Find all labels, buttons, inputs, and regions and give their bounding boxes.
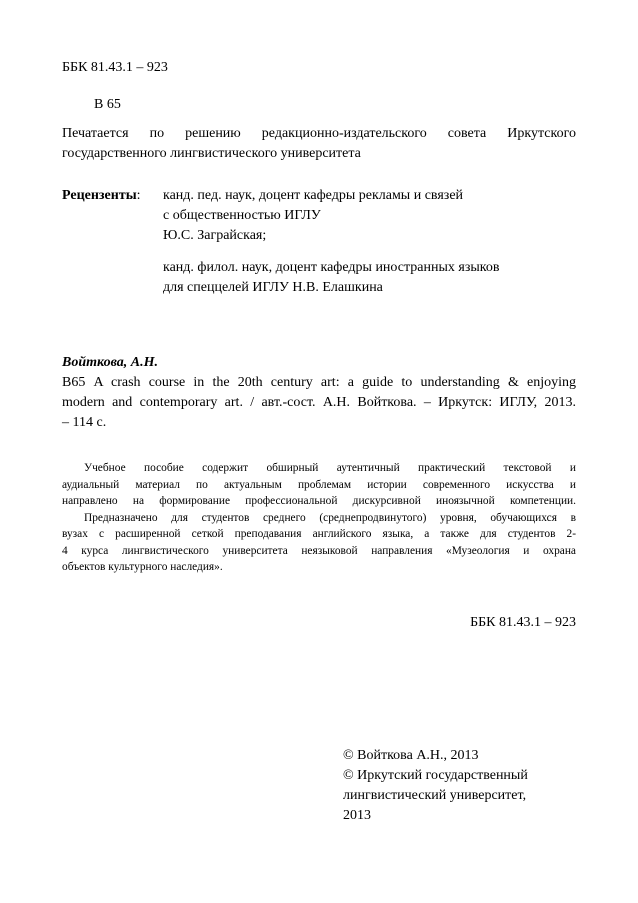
copyright-university: © Иркутский государственный bbox=[343, 768, 528, 783]
reviewer-1 bbox=[163, 186, 463, 246]
reviewer-line: Ю.С. Заграйская; bbox=[163, 228, 267, 243]
footer-bbk: ББК 81.43.1 – 923 bbox=[470, 615, 576, 630]
abstract-line: 4 курса лингвистического университета неязыковой направления «Музеология и охрана bbox=[62, 544, 576, 557]
publication-note bbox=[62, 124, 576, 164]
bbk-index: ББК 81.43.1 – 923 bbox=[62, 60, 168, 75]
copyright-university: лингвистический университет, bbox=[343, 788, 527, 803]
citation-line: modern and contemporary art. / авт.-сост. А.Н. Войткова. – Иркутск: ИГЛУ, 2013. bbox=[62, 395, 576, 410]
reviewer-line: канд. филол. наук, доцент кафедры иностранных языков bbox=[163, 260, 500, 275]
citation-line: – 114 с. bbox=[62, 415, 107, 430]
reviewer-line: с общественностью ИГЛУ bbox=[163, 208, 321, 223]
copyright-author: © Войткова А.Н., 2013 bbox=[343, 748, 479, 763]
abstract-line: направлено на формирование профессиональной дискурсивной иноязычной компетенции. bbox=[62, 495, 576, 507]
citation-author: Войткова, А.Н. bbox=[62, 355, 158, 370]
reviewers-label-text: Рецензенты bbox=[62, 188, 137, 203]
publication-note-line: государственного лингвистического университета bbox=[62, 146, 361, 161]
publication-note-line: Печатается по решению редакционно-издательского совета Иркутского bbox=[62, 126, 576, 141]
abstract-line: объектов культурного наследия». bbox=[62, 561, 223, 573]
abstract-line: аудиальный материал по актуальным проблемам истории современного искусства и bbox=[62, 478, 576, 491]
abstract-line: Учебное пособие содержит обширный аутентичный практический текстовой и bbox=[84, 462, 576, 474]
reviewer-line: для спеццелей ИГЛУ Н.В. Елашкина bbox=[163, 280, 383, 295]
abstract-line: Предназначено для студентов среднего (среднепродвинутого) уровня, обучающихся в bbox=[84, 511, 576, 524]
abstract bbox=[62, 460, 576, 576]
reviewers-label bbox=[62, 186, 141, 206]
copyright-year: 2013 bbox=[343, 808, 371, 823]
citation-line: В65 A crash course in the 20th century art: a guide to understanding & enjoying bbox=[62, 375, 576, 390]
citation bbox=[62, 353, 576, 433]
reviewer-2 bbox=[163, 258, 499, 298]
reviewer-line: канд. пед. наук, доцент кафедры рекламы и связей bbox=[163, 188, 464, 203]
abstract-line: вузах с расширенной сеткой преподавания английского языка, а также для студентов 2- bbox=[62, 528, 576, 540]
reviewers-label-colon: : bbox=[136, 188, 141, 203]
author-mark: В 65 bbox=[94, 97, 121, 112]
copyright-block bbox=[343, 746, 528, 826]
